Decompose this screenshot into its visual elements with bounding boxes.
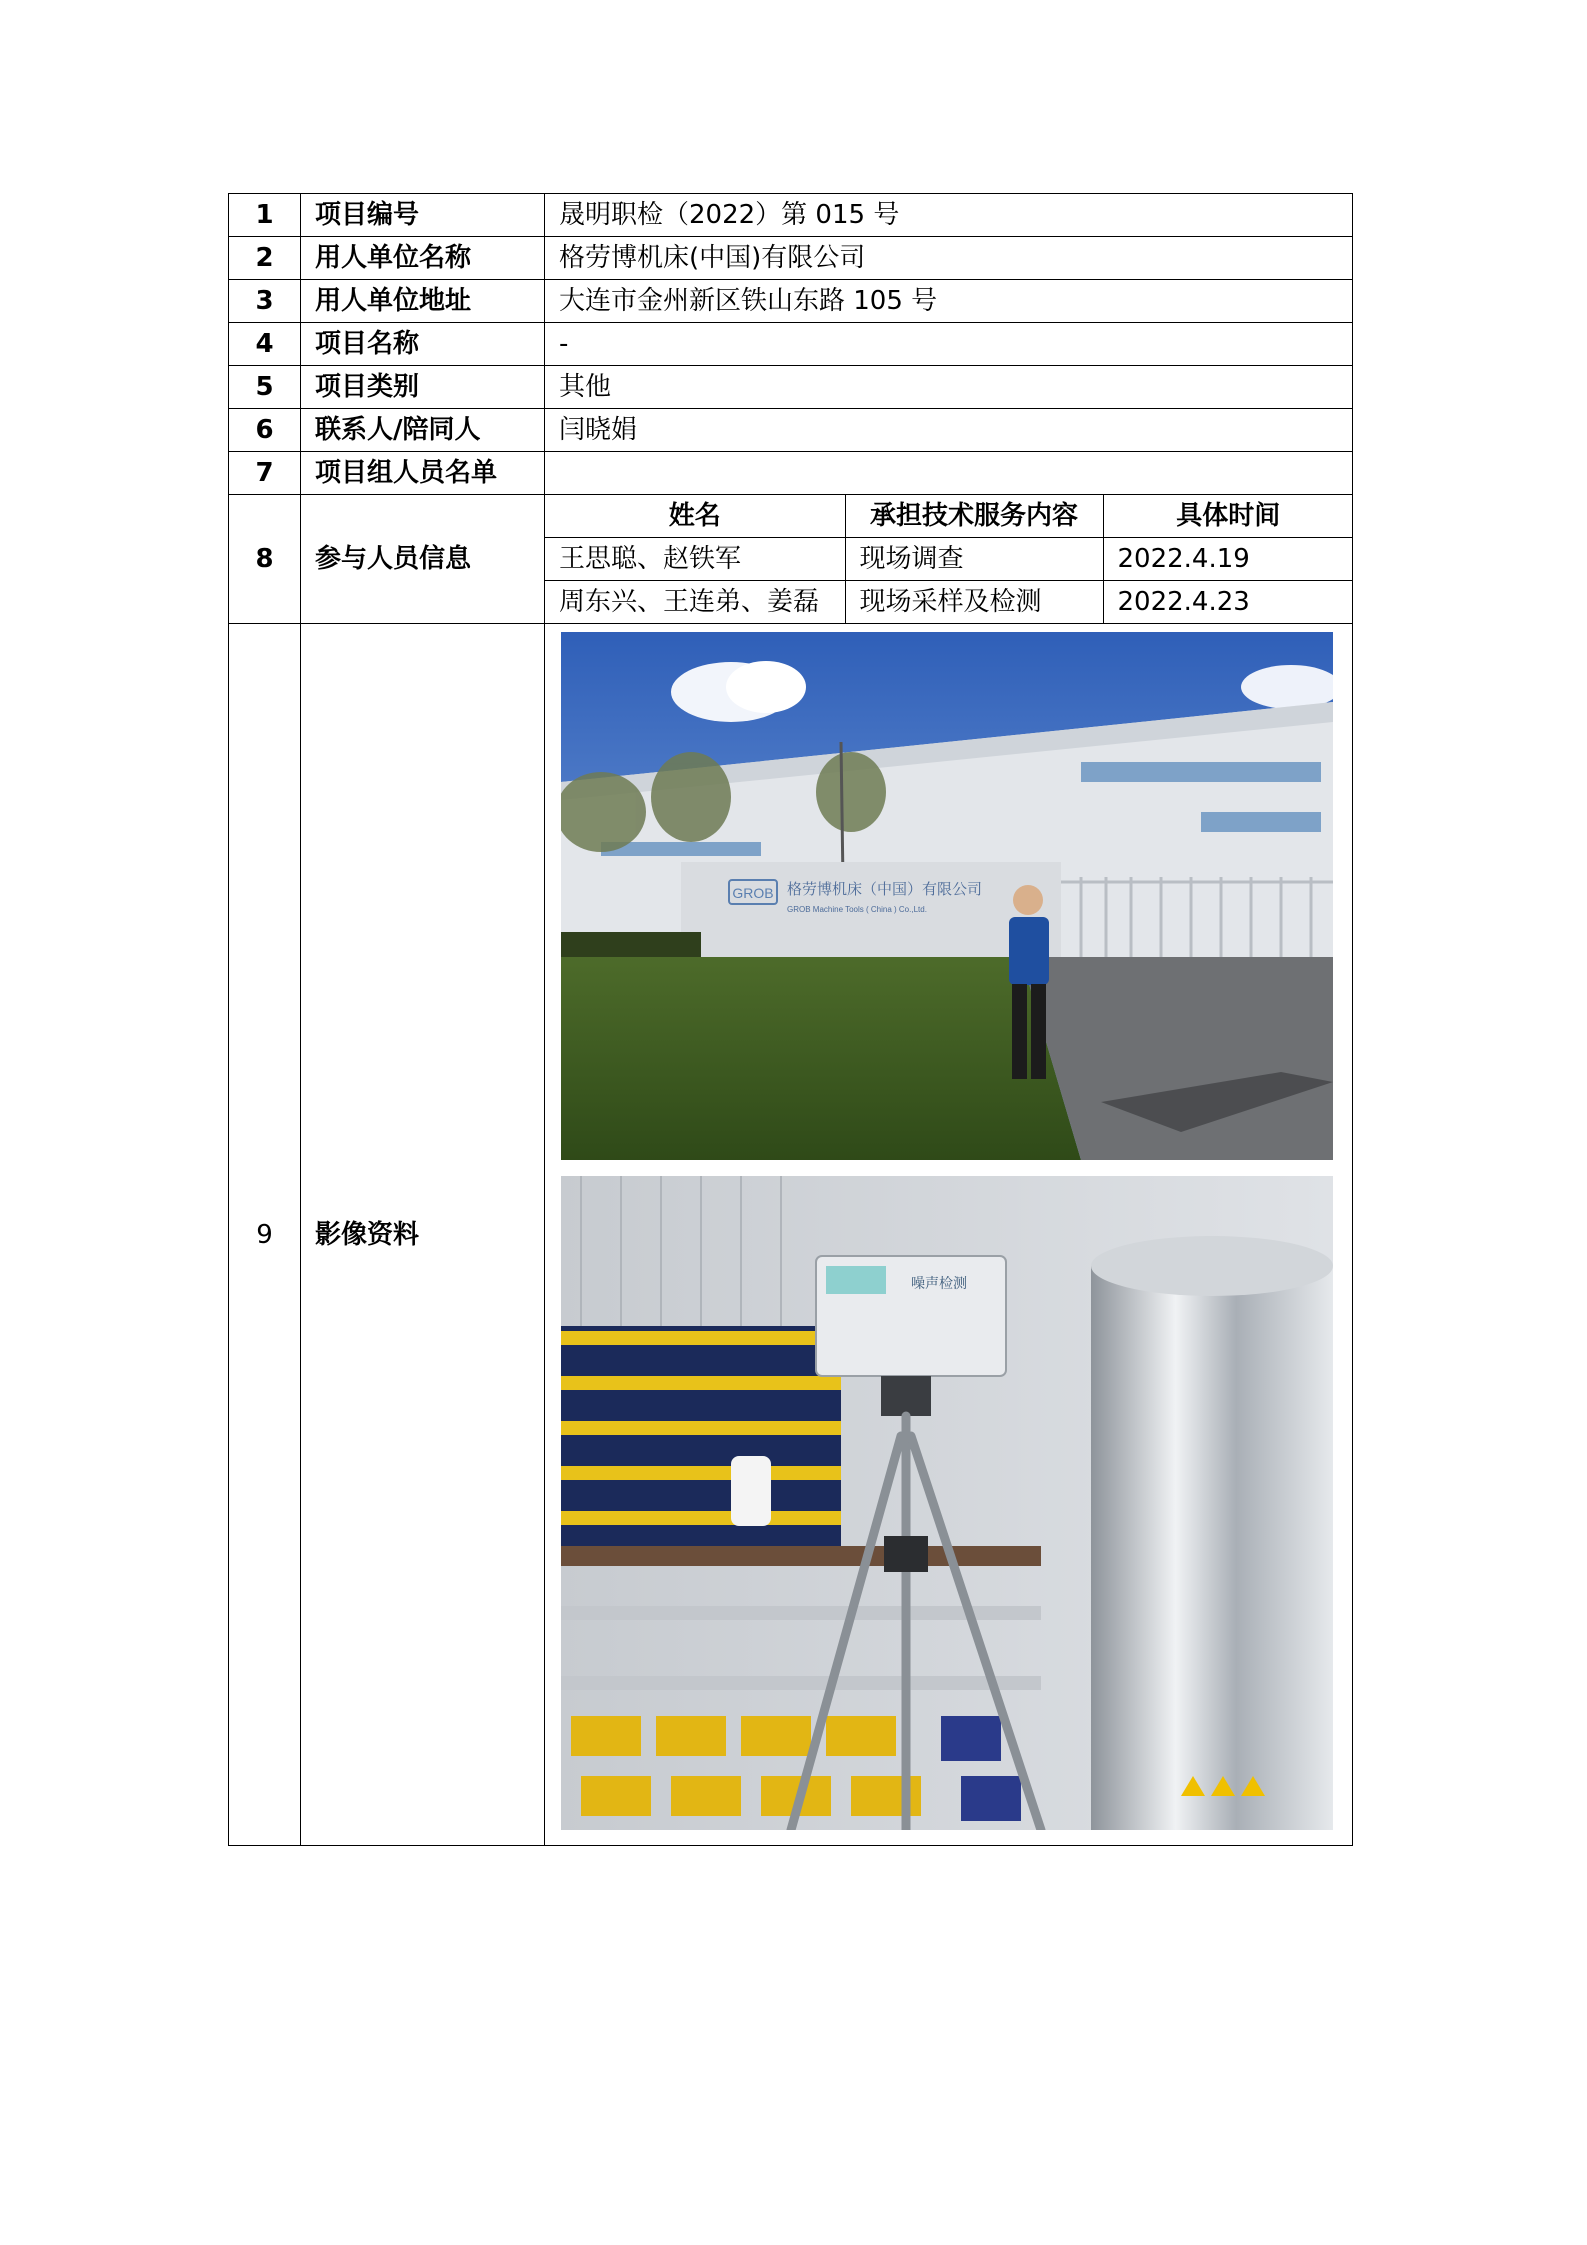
row-number: 7 (229, 452, 301, 495)
row-number: 3 (229, 280, 301, 323)
table-row (545, 581, 1353, 624)
meter-label: 噪声检测 (911, 1276, 967, 1292)
factory-photo-image (561, 632, 1333, 1160)
row-label: 影像资料 (301, 624, 545, 1846)
row-number: 2 (229, 237, 301, 280)
participants-row (229, 495, 1353, 624)
row-label: 用人单位地址 (301, 280, 545, 323)
table-row (229, 323, 1353, 366)
table-row (545, 538, 1353, 581)
participant-date: 2022.4.19 (1103, 538, 1353, 581)
participants-table (545, 495, 1353, 623)
workshop-photo-image (561, 1176, 1333, 1830)
row-value: - (545, 323, 1353, 366)
participant-names: 周东兴、王连弟、姜磊 (545, 581, 845, 624)
row-number: 5 (229, 366, 301, 409)
participant-date: 2022.4.23 (1103, 581, 1353, 624)
row-label: 项目名称 (301, 323, 545, 366)
participants-header (545, 495, 1353, 538)
photo-workshop-measurement (561, 1176, 1333, 1830)
table-row (229, 194, 1353, 237)
row-number: 4 (229, 323, 301, 366)
participant-task: 现场采样及检测 (845, 581, 1103, 624)
row-label: 项目组人员名单 (301, 452, 545, 495)
row-value: 格劳博机床(中国)有限公司 (545, 237, 1353, 280)
row-number: 8 (229, 495, 301, 624)
header-names: 姓名 (545, 495, 845, 538)
row-value: 大连市金州新区铁山东路 105 号 (545, 280, 1353, 323)
participants-cell (545, 495, 1353, 624)
table-row (229, 280, 1353, 323)
row-number: 9 (229, 624, 301, 1846)
participant-names: 王思聪、赵铁军 (545, 538, 845, 581)
table-row (229, 452, 1353, 495)
participant-task: 现场调查 (845, 538, 1103, 581)
row-label: 项目编号 (301, 194, 545, 237)
table-row (229, 366, 1353, 409)
row-value (545, 452, 1353, 495)
table-row (229, 237, 1353, 280)
photo-cell (545, 624, 1353, 1846)
row-label: 项目类别 (301, 366, 545, 409)
photo-factory-entrance (561, 632, 1333, 1160)
grob-logo: GROB (732, 885, 774, 901)
row-value: 闫晓娟 (545, 409, 1353, 452)
media-row (229, 624, 1353, 1846)
row-number: 6 (229, 409, 301, 452)
row-label: 用人单位名称 (301, 237, 545, 280)
sign-english: GROB Machine Tools ( China ) Co.,Ltd. (787, 905, 927, 914)
header-task: 承担技术服务内容 (845, 495, 1103, 538)
project-info-table (228, 193, 1353, 1846)
row-label: 参与人员信息 (301, 495, 545, 624)
row-label: 联系人/陪同人 (301, 409, 545, 452)
table-row (229, 409, 1353, 452)
sign-chinese: 格劳博机床（中国）有限公司 (787, 880, 983, 898)
row-value: 晟明职检（2022）第 015 号 (545, 194, 1353, 237)
row-value: 其他 (545, 366, 1353, 409)
row-number: 1 (229, 194, 301, 237)
header-date: 具体时间 (1103, 495, 1353, 538)
